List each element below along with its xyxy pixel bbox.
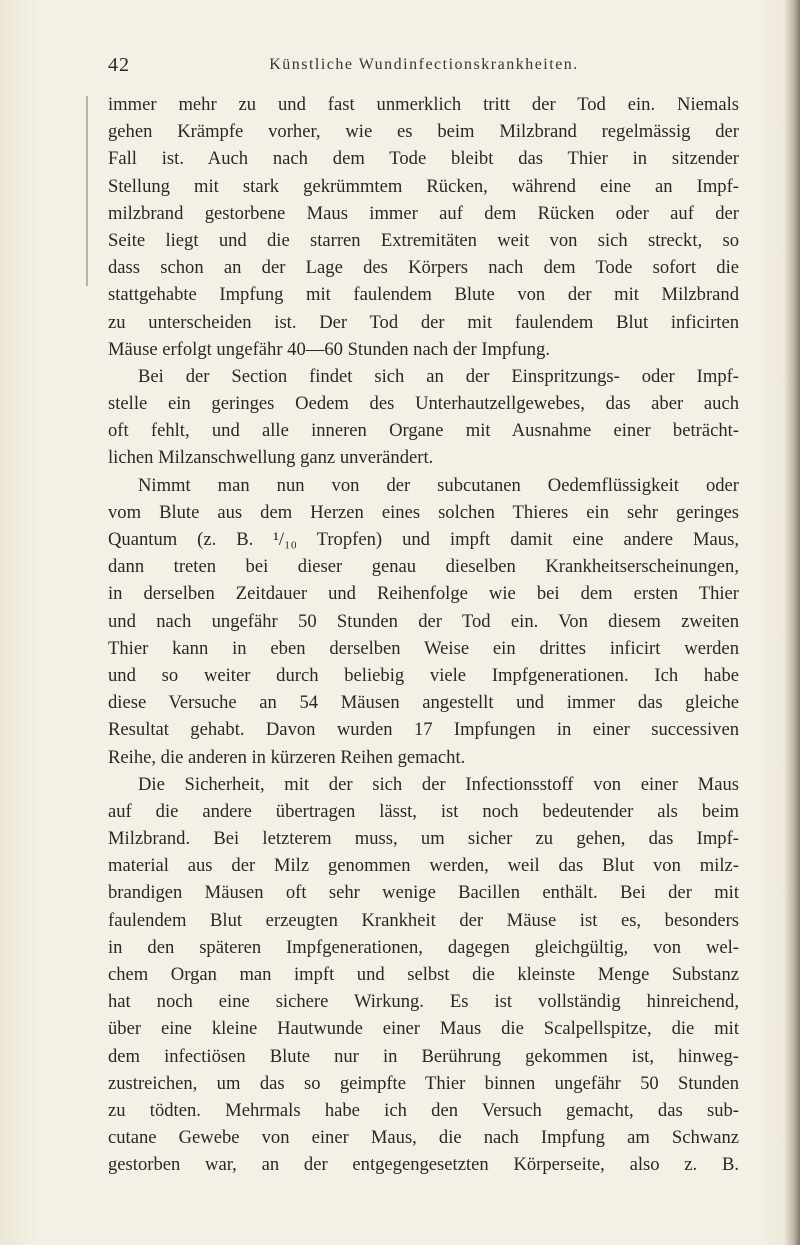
text-line: Fall ist. Auch nach dem Tode bleibt das Thier in sitzender (108, 148, 739, 170)
text-line: dem infectiösen Blute nur in Berührung gekommen ist, hinweg- (108, 1045, 739, 1067)
text-line: Seite liegt und die starren Extremitäten weit von sich streckt, so (108, 229, 739, 251)
text-line: Die Sicherheit, mit der sich der Infectionsstoff von einer Maus (138, 773, 739, 795)
text-line: Mäuse erfolgt ungefähr 40—60 Stunden nach der Impfung. (108, 338, 551, 360)
text-line: in den späteren Impfgenerationen, dagegen gleichgültig, von wel- (108, 936, 739, 958)
text-line: immer mehr zu und fast unmerklich tritt der Tod ein. Niemals (108, 94, 739, 115)
text-line: lichen Milzanschwellung ganz unverändert. (108, 447, 434, 469)
text-line: oft fehlt, und alle inneren Organe mit Ausnahme einer beträcht- (108, 420, 739, 442)
page-header (108, 54, 740, 80)
text-line: cutane Gewebe von einer Maus, die nach Impfung am Schwanz (108, 1127, 739, 1149)
text-line: Stellung mit stark gekrümmtem Rücken, während eine an Impf- (108, 175, 739, 197)
text-line: milzbrand gestorbene Maus immer auf dem Rücken oder auf der (108, 202, 739, 224)
text-line: Reihe, die anderen in kürzeren Reihen gemacht. (108, 746, 466, 768)
text-line: dann treten bei dieser genau dieselben Krankheitserscheinungen, (108, 556, 739, 578)
text-line: chem Organ man impft und selbst die kleinste Menge Substanz (108, 964, 739, 985)
text-line: auf die andere übertragen lässt, ist noch bedeutender als beim (108, 800, 739, 822)
text-line: Nimmt man nun von der subcutanen Oedemflüssigkeit oder (138, 474, 739, 496)
running-title: Künstliche Wundinfectionskrankheiten. (269, 56, 579, 73)
text-line: Quantum (z. B. ¹/₁₀ Tropfen) und impft damit eine andere Maus, (108, 529, 739, 550)
text-line: stattgehabte Impfung mit faulendem Blute von der mit Milzbrand (108, 284, 739, 306)
text-line: Bei der Section findet sich an der Einspritzungs- oder Impf- (138, 365, 739, 387)
page-number: 42 (108, 54, 130, 76)
text-line: zu tödten. Mehrmals habe ich den Versuch gemacht, das sub- (108, 1099, 739, 1121)
text-line: diese Versuche an 54 Mäusen angestellt und immer das gleiche (108, 692, 739, 714)
text-line: über eine kleine Hautwunde einer Maus die Scalpellspitze, die mit (108, 1018, 739, 1040)
text-line: stelle ein geringes Oedem des Unterhautzellgewebes, das aber auch (108, 393, 739, 415)
text-line: brandigen Mäusen oft sehr wenige Bacillen enthält. Bei der mit (108, 882, 739, 904)
page-edge-shadow (784, 0, 800, 1245)
text-line: zu unterscheiden ist. Der Tod der mit faulendem Blut inficirten (108, 311, 739, 333)
text-line: und nach ungefähr 50 Stunden der Tod ein. Von diesem zweiten (108, 610, 739, 632)
margin-pencil-mark (86, 96, 88, 286)
text-line: gestorben war, an der entgegengesetzten Körperseite, also z. B. (108, 1154, 739, 1176)
text-line: dass schon an der Lage des Körpers nach dem Tode sofort die (108, 257, 739, 279)
text-line: hat noch eine sichere Wirkung. Es ist vollständig hinreichend, (108, 991, 739, 1013)
text-line: faulendem Blut erzeugten Krankheit der Mäuse ist es, besonders (108, 909, 739, 931)
text-line: material aus der Milz genommen werden, weil das Blut von milz- (108, 855, 739, 877)
text-line: Thier kann in eben derselben Weise ein drittes inficirt werden (108, 637, 739, 659)
text-line: gehen Krämpfe vorher, wie es beim Milzbrand regelmässig der (108, 121, 739, 143)
text-line: zustreichen, um das so geimpfte Thier binnen ungefähr 50 Stunden (108, 1072, 739, 1094)
text-line: Resultat gehabt. Davon wurden 17 Impfungen in einer successiven (108, 719, 739, 741)
text-line: vom Blute aus dem Herzen eines solchen Thieres ein sehr geringes (108, 501, 739, 523)
text-line: in derselben Zeitdauer und Reihenfolge wie bei dem ersten Thier (108, 583, 739, 605)
text-line: Milzbrand. Bei letzterem muss, um sicher zu gehen, das Impf- (108, 828, 739, 850)
text-line: und so weiter durch beliebig viele Impfgenerationen. Ich habe (108, 664, 739, 686)
body-text (108, 91, 739, 1179)
